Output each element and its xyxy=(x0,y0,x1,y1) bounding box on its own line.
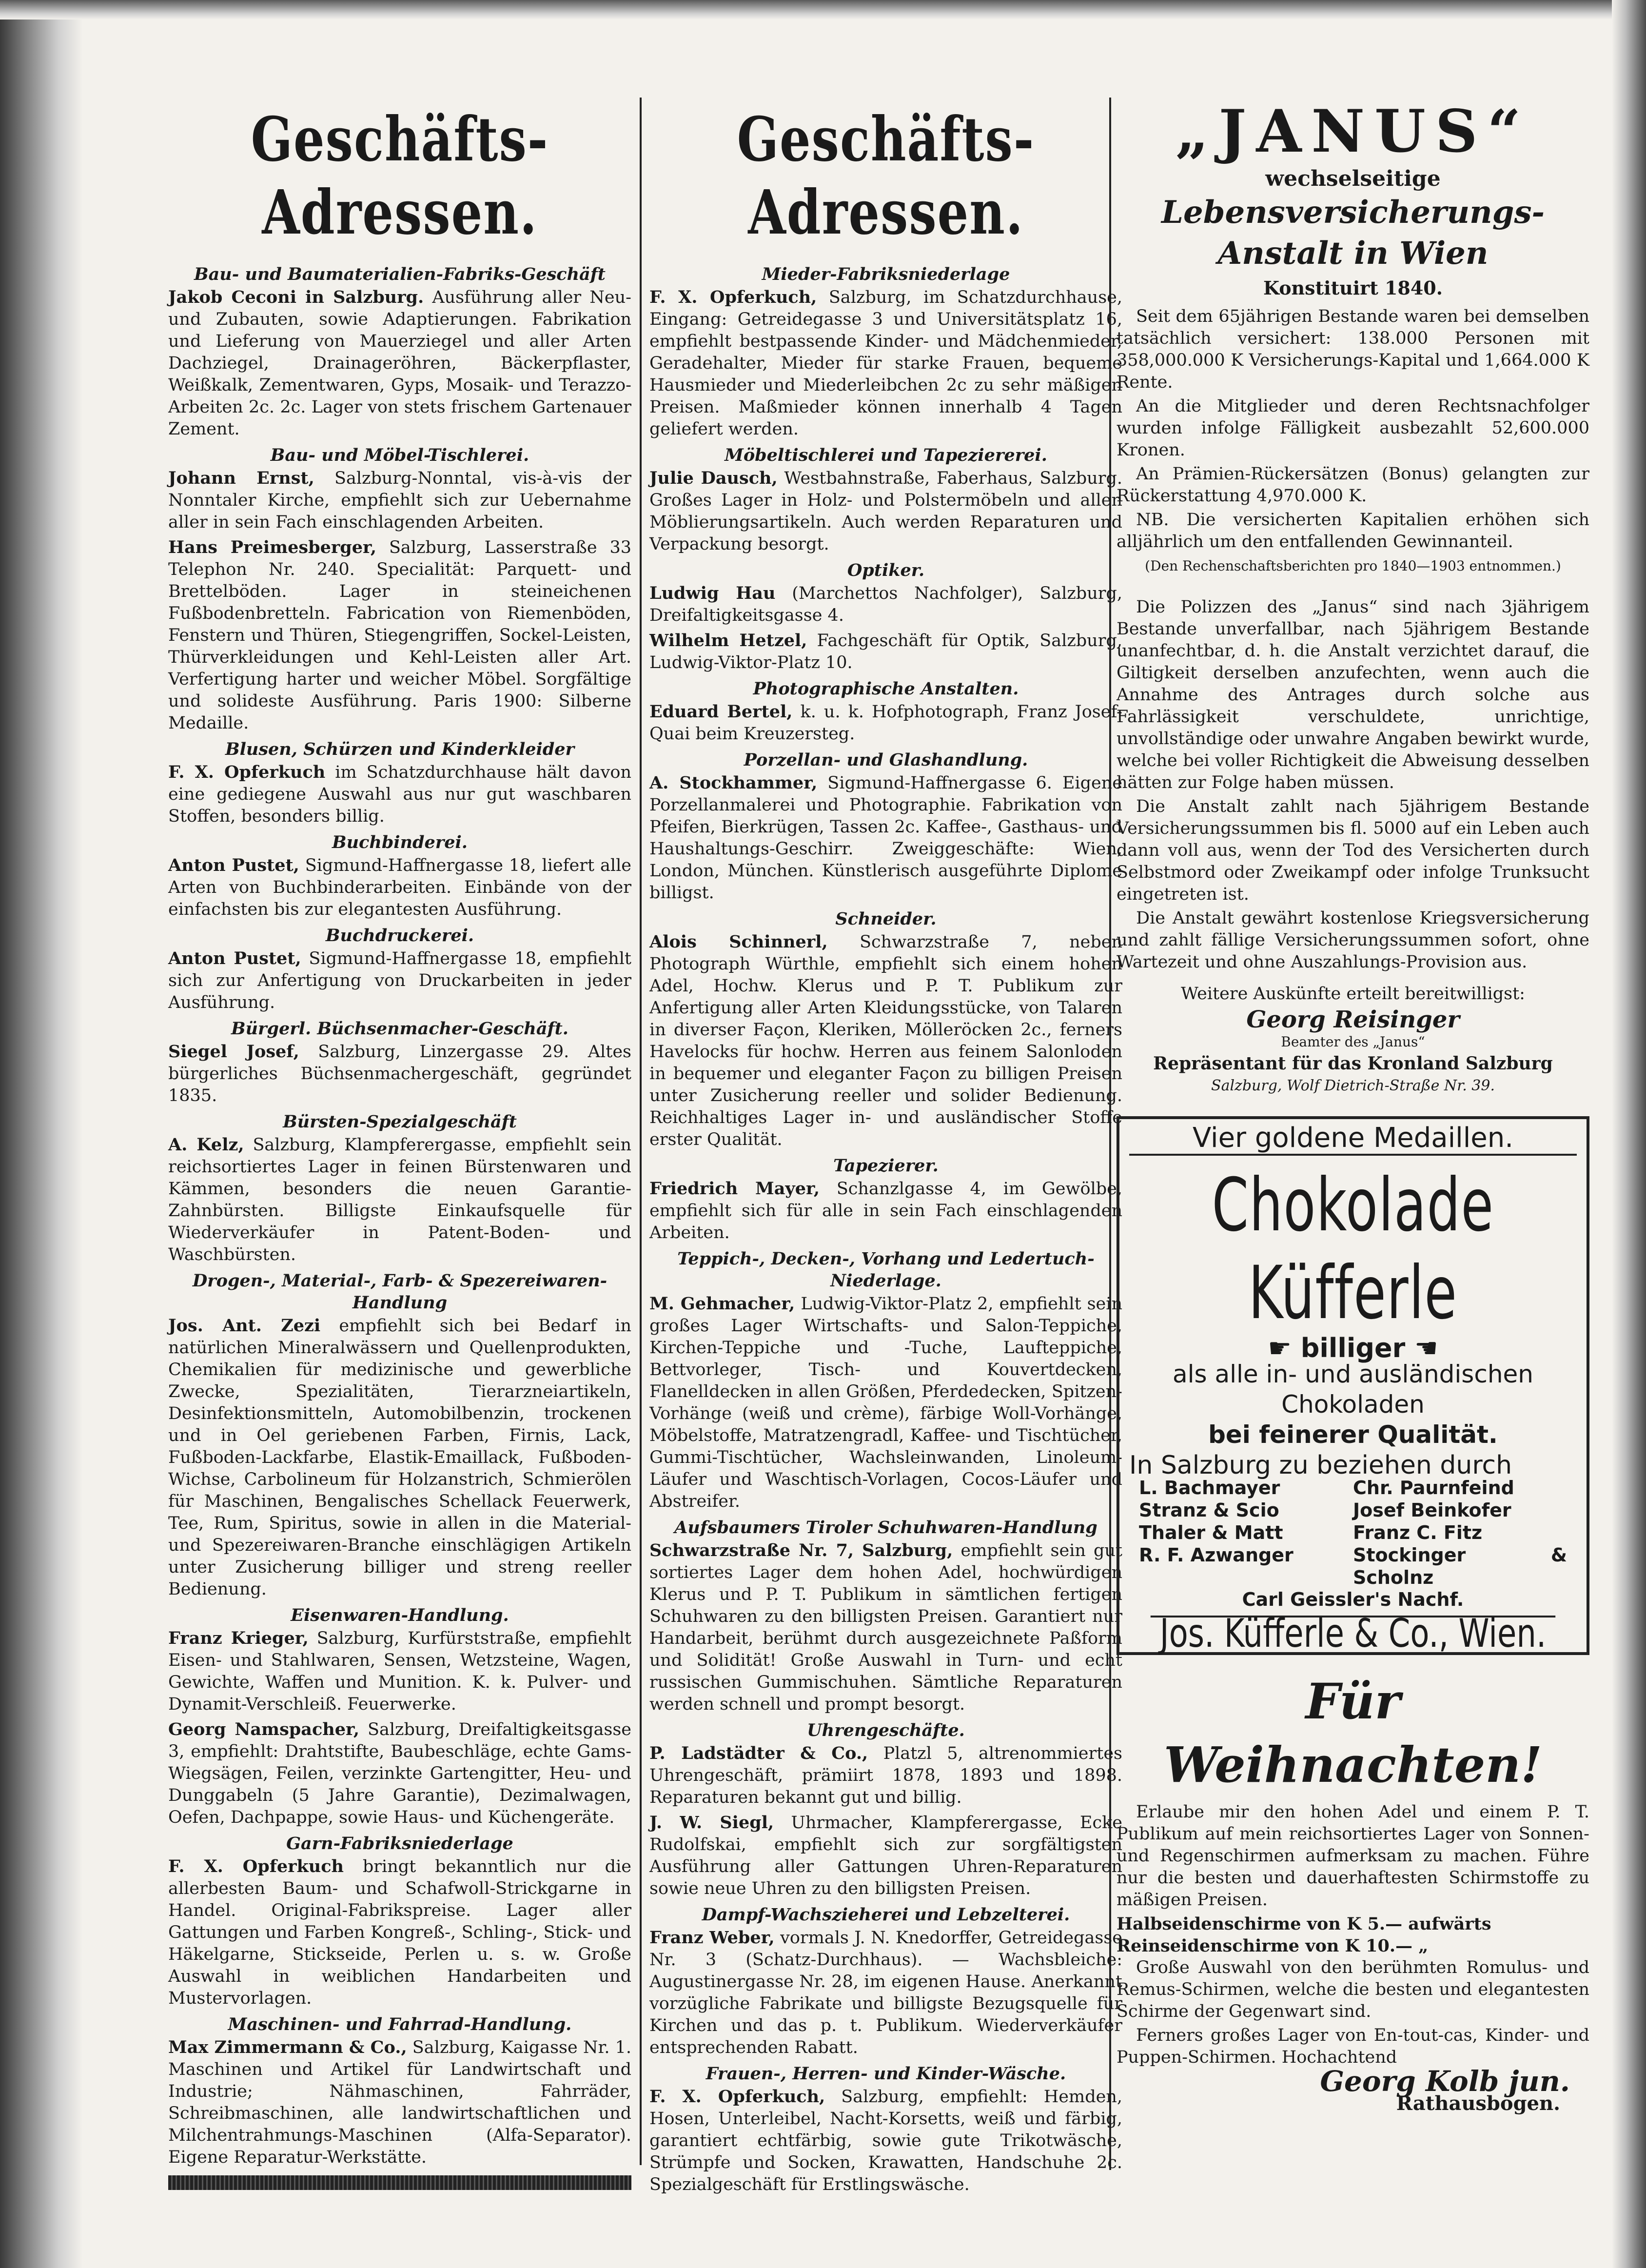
kufferle-line-2: bei feinerer Qualität. xyxy=(1208,1420,1498,1449)
business-entry xyxy=(649,2086,1122,2196)
janus-founded: Konstituirt 1840. xyxy=(1263,277,1443,299)
kolb-signature: Georg Kolb jun. xyxy=(1320,2065,1570,2098)
business-description: Sigmund-Haffnergasse 6. Eigene Porzellanmalerei und Photographie. Fabrikation von Pfeifen, Bierkrügen, Tassen 2c. Kaffee-, Gasthaus- und Haushaltungs-Geschirr. Zweiggeschäfte: Wien, London, München. Künstlerisch ausgeführte Diplome billigst. xyxy=(649,773,1122,903)
business-entry xyxy=(649,582,1122,627)
business-name: A. Kelz, xyxy=(168,1135,244,1155)
section-heading: Uhrengeschäfte. xyxy=(807,1720,965,1740)
kufferle-dealer: R. F. Azwanger xyxy=(1139,1544,1293,1566)
business-name: Alois Schinnerl, xyxy=(649,932,828,952)
business-description: Salzburg, Kurfürststraße, empfiehlt Eisen- und Stahlwaren, Sensen, Wetzsteine, Wagen, Gewichte, Waffen und Munition. K. k. Pulver- und Dynamit-Verschleiß. Feuerwerke. xyxy=(168,1629,631,1714)
business-description: (Marchettos Nachfolger), Salzburg, Dreifaltigkeitsgasse 4. xyxy=(649,584,1122,625)
section-heading: Mieder-Fabriksniederlage xyxy=(762,264,1010,284)
section-heading: Dampf-Wachszieherei und Lebzelterei. xyxy=(702,1905,1070,1925)
kufferle-dealer: L. Bachmayer xyxy=(1139,1477,1280,1499)
section-heading: Bau- und Möbel-Tischlerei. xyxy=(270,445,529,465)
janus-paragraph: NB. Die versicherten Kapitalien erhöhen sich alljährlich um den entfallenden Gewinnanteil. xyxy=(1117,510,1589,552)
column-2 xyxy=(649,98,1122,2194)
business-name: F. X. Opferkuch xyxy=(168,1856,344,1876)
business-description: Salzburg, Lasserstraße 33 Telephon Nr. 240. Specialität: Parquett- und Brettelböden. Lager in steineichenen Fußbodenbretteln. Fabrication von Riemenböden, Fenstern und Thüren, Stiegengriffen, Sockel-Leisten, Thürverkleidungen und Kehl-Leisten aller Art. Verfertigung harter und weicher Möbel. Sorgfältige und solideste Ausführung. Paris 1900: Silberne Medaille. xyxy=(168,538,631,733)
business-name: F. X. Opferkuch, xyxy=(649,287,817,307)
janus-paragraph: An Prämien-Rückersätzen (Bonus) gelangten zur Rückerstattung 4,970.000 K. xyxy=(1117,464,1589,506)
business-name: Franz Krieger, xyxy=(168,1628,309,1648)
business-entry xyxy=(649,701,1122,745)
section-heading: Photographische Anstalten. xyxy=(753,679,1019,699)
column-rule-1 xyxy=(640,98,642,2165)
business-name: Jakob Ceconi in Salzburg. xyxy=(168,287,424,307)
business-entry xyxy=(649,772,1122,904)
business-entry xyxy=(649,467,1122,555)
column-1-sections xyxy=(168,263,631,2169)
pointing-hand-right-icon: ☛ xyxy=(1268,1333,1301,1363)
kufferle-cheaper xyxy=(1129,1333,1577,1363)
business-description: Salzburg-Nonntal, vis-à-vis der Nonntaler Kirche, empfiehlt sich zur Uebernahme aller in sein Fach einschlagenden Arbeiten. xyxy=(168,469,631,532)
business-description: vormals J. N. Knedorffer, Getreidegasse Nr. 3 (Schatz-Durchhaus). — Wachsbleiche: Augustinergasse Nr. 28, im eigenen Hause. Anerkannt vorzügliche Fabrikate und billigste Bezugsquelle für Kirchen und das p. t. Publikum. Wiederverkäufer entsprechenden Rabatt. xyxy=(649,1928,1122,2057)
business-entry xyxy=(168,1718,631,1829)
business-name: J. W. Siegl, xyxy=(649,1813,774,1833)
business-description: Platzl 5, altrenommiertes Uhrengeschäft, prämiirt 1878, 1893 und 1898. Reparaturen bekannt gut und billig. xyxy=(649,1744,1122,1807)
kufferle-medals: Vier goldene Medaillen. xyxy=(1129,1127,1577,1156)
business-entry xyxy=(649,630,1122,674)
business-name: Hans Preimesberger, xyxy=(168,537,377,557)
business-entry xyxy=(649,1742,1122,1809)
kolb-advert xyxy=(1117,1670,1589,2114)
kufferle-where: In Salzburg zu beziehen durch xyxy=(1129,1451,1512,1480)
column-3 xyxy=(1117,98,1589,2180)
kolb-paragraph: Erlaube mir den hohen Adel und einem P. T. Publikum auf mein reichsortiertes Lager von Sonnen- und Regenschirmen aufmerksam zu machen. Führe nur die besten und dauerhaftesten Schirmstoffe zu mäßigen Preisen. xyxy=(1117,1802,1589,1910)
business-name: Anton Pustet, xyxy=(168,948,301,968)
janus-agent-role: Beamter des „Janus“ xyxy=(1281,1034,1425,1050)
janus-advert xyxy=(1117,98,1589,1097)
janus-paragraph: Die Anstalt gewährt kostenlose Kriegsversicherung und zahlt fällige Versicherungssummen sofort, ohne Wartezeit und ohne Auszahlungs-Provision aus. xyxy=(1117,908,1589,972)
business-description: k. u. k. Hofphotograph, Franz Josef-Quai beim Kreuzersteg. xyxy=(649,702,1122,744)
business-name: P. Ladstädter & Co., xyxy=(649,1743,868,1763)
janus-subtitle: wechselseitige xyxy=(1265,166,1441,191)
business-name: Schwarzstraße Nr. 7, Salzburg, xyxy=(649,1540,953,1560)
business-entry xyxy=(649,1178,1122,1244)
section-heading: Schneider. xyxy=(835,909,937,929)
scan-edge-right xyxy=(1612,0,1646,2268)
section-heading: Bürgerl. Büchsenmacher-Geschäft. xyxy=(231,1019,568,1039)
janus-paragraph: Seit dem 65jährigen Bestande waren bei demselben tatsächlich versichert: 138.000 Personen mit 358,000.000 K Versicherungs-Kapital und 1,664.000 K Rente. xyxy=(1117,307,1589,392)
business-entry xyxy=(649,1927,1122,2059)
section-heading: Maschinen- und Fahrrad-Handlung. xyxy=(228,2014,572,2034)
business-description: im Schatzdurchhause hält davon eine gediegene Auswahl aus nur gut waschbaren Stoffen, besonders billig. xyxy=(168,763,631,826)
section-heading: Möbeltischlerei und Tapeziererei. xyxy=(725,445,1047,465)
column-1 xyxy=(168,98,631,2180)
business-name: Julie Dausch, xyxy=(649,468,778,488)
business-description: Fachgeschäft für Optik, Salzburg, Ludwig-Viktor-Platz 10. xyxy=(649,631,1122,672)
business-description: Schanzlgasse 4, im Gewölbe, empfiehlt sich für alle in sein Fach einschlagenden Arbeiten. xyxy=(649,1179,1122,1242)
section-heading: Optiker. xyxy=(847,560,925,580)
business-entry xyxy=(168,1041,631,1107)
janus-paragraph: An die Mitglieder und deren Rechtsnachfolger wurden infolge Fälligkeit ausbezahlt 52,600.000 Kronen. xyxy=(1117,396,1589,460)
business-entry xyxy=(649,931,1122,1151)
business-entry xyxy=(649,1293,1122,1513)
business-name: Max Zimmermann & Co., xyxy=(168,2037,407,2057)
business-name: Anton Pustet, xyxy=(168,855,299,875)
kolb-paragraph: Große Auswahl von den berühmten Romulus- und Remus-Schirmen, welche die besten und elegantesten Schirme der Gegenwart sind. xyxy=(1117,1958,1589,2021)
scan-edge-left xyxy=(0,0,83,2268)
business-name: Georg Namspacher, xyxy=(168,1719,360,1739)
kolb-price-line: Reinseidenschirme von K 10.— „ xyxy=(1117,1936,1429,1956)
business-description: empfiehlt sich bei Bedarf in natürlichen Mineralwässern und Quellenprodukten, Chemikalien für medizinische und gewerbliche Zwecke, Spezialitäten, Tierarzneiartikeln, Desinfektionsmitteln, Automobilbenzin, trockenen und in Oel geriebenen Farben, Firnis, Lack, Fußboden-Lackfarbe, Elastik-Emaillack, Fußboden-Wichse, Carbolineum für Holzanstrich, Schmierölen für Maschinen, Bengalisches Schellack Feuerwerk, Tee, Rum, Spiritus, sowie in allen in die Material- und Spezereiwaren-Branche einschlägigen Artikeln unter Zusicherung billiger und streng reeller Bedienung. xyxy=(168,1316,632,1599)
business-name: Jos. Ant. Zezi xyxy=(168,1316,321,1336)
business-entry xyxy=(168,1134,631,1266)
business-name: F. X. Opferkuch, xyxy=(649,2087,825,2107)
kufferle-dealer: Stranz & Scio xyxy=(1139,1499,1279,1521)
column-1-title: Geschäfts-Adressen. xyxy=(251,103,549,248)
business-description: bringt bekanntlich nur die allerbesten Baum- und Schafwoll-Strickgarne in Handel. Original-Fabrikspreise. Lager aller Gattungen und Farben Kongreß-, Schling-, Stick- und Häkelgarne, Stickseide, Perlen u. s. w. Große Auswahl in weiblichen Handarbeiten und Mustervorlagen. xyxy=(168,1857,631,2008)
business-entry xyxy=(168,1855,631,2010)
business-entry xyxy=(168,467,631,533)
janus-agent-rep: Repräsentant für das Kronland Salzburg xyxy=(1153,1053,1553,1074)
business-entry xyxy=(649,1539,1122,1716)
section-heading: Drogen-, Material-, Farb- & Spezereiwaren-Handlung xyxy=(192,1271,607,1313)
section-heading: Blusen, Schürzen und Kinderkleider xyxy=(225,739,574,759)
pointing-hand-left-icon: ☚ xyxy=(1405,1333,1438,1363)
business-name: Eduard Bertel, xyxy=(649,702,793,722)
business-description: Sigmund-Haffnergasse 18, liefert alle Arten von Buchbinderarbeiten. Einbände von der einfachsten bis zur elegantesten Ausführung. xyxy=(168,856,631,919)
janus-contact-intro: Weitere Auskünfte erteilt bereitwilligst: xyxy=(1181,984,1525,1004)
business-description: Salzburg, empfiehlt: Hemden, Hosen, Unterleibel, Nacht-Korsetts, weiß und färbig, garantiert echtfärbig, sowie gute Trikotwäsche, Strümpfe und Socken, Krawatten, Handschuhe 2c. Spezialgeschäft für Erstlingswäsche. xyxy=(649,2087,1122,2194)
business-name: Siegel Josef, xyxy=(168,1042,299,1062)
business-description: empfiehlt sein gut sortiertes Lager dem hohen Adel, hochwürdigen Klerus und P. T. Publikum in sämtlichen fertigen Schuhwaren zu den billigsten Preisen. Garantiert nur Handarbeit, berühmt durch ausgezeichnete Paßform und Solidität! Große Auswahl in Turn- und echt russischen Gummischuhen. Sämtliche Reparaturen werden schnell und prompt besorgt. xyxy=(649,1541,1122,1714)
business-entry xyxy=(168,286,631,440)
section-heading: Tapezierer. xyxy=(833,1156,939,1176)
column-1-bottom-bar xyxy=(168,2175,631,2190)
section-heading: Eisenwaren-Handlung. xyxy=(291,1605,509,1625)
business-name: A. Stockhammer, xyxy=(649,773,818,793)
janus-agent-address: Salzburg, Wolf Dietrich-Straße Nr. 39. xyxy=(1211,1077,1495,1094)
business-description: Salzburg, Dreifaltigkeitsgasse 3, empfiehlt: Drahtstifte, Baubeschläge, echte Gams-Wiegsägen, Feilen, verzinkte Gartengitter, Heu- und Dunggabeln (5 Jahre Garantie), Dezimalwagen, Oefen, Dachpappe, sowie Haus- und Küchengeräte. xyxy=(168,1720,631,1827)
section-heading: Frauen-, Herren- und Kinder-Wäsche. xyxy=(705,2064,1066,2084)
business-description: Salzburg, Kaigasse Nr. 1. Maschinen und Artikel für Landwirtschaft und Industrie; Nähmaschinen, Fahrräder, Schreibmaschinen, alle landwirtschaftlichen und Milchentrahmungs-Maschinen (Alfa-Separator). Eigene Reparatur-Werkstätte. xyxy=(168,2038,631,2167)
kufferle-dealer: Stockinger & Scholnz xyxy=(1353,1544,1567,1588)
section-heading: Buchbinderei. xyxy=(332,832,468,852)
section-heading: Teppich-, Decken-, Vorhang und Ledertuch-Niederlage. xyxy=(677,1249,1095,1291)
section-heading: Porzellan- und Glashandlung. xyxy=(744,750,1028,770)
business-description: Salzburg, Klampferergasse, empfiehlt sein reichsortiertes Lager in feinen Bürstenwaren und Kämmen, besonders die neuen Garantie-Zahnbürsten. Billigste Einkaufsquelle für Wiederverkäufer in Patent-Boden- und Waschbürsten. xyxy=(168,1135,631,1264)
business-description: Sigmund-Haffnergasse 18, empfiehlt sich zur Anfertigung von Druckarbeiten in jeder Ausführung. xyxy=(168,949,631,1012)
column-2-sections xyxy=(649,263,1122,2196)
kufferle-brand: Chokolade Küfferle xyxy=(1212,1163,1494,1336)
section-heading: Bau- und Baumaterialien-Fabriks-Geschäft xyxy=(194,264,606,284)
business-name: M. Gehmacher, xyxy=(649,1294,795,1314)
business-name: Ludwig Hau xyxy=(649,583,776,603)
kufferle-line-1: als alle in- und ausländischen Chokoladen xyxy=(1173,1360,1533,1419)
kufferle-dealer: Franz C. Fitz xyxy=(1353,1522,1483,1543)
business-entry xyxy=(168,2036,631,2169)
business-entry xyxy=(168,761,631,828)
kufferle-dealer-last: Carl Geissler's Nachf. xyxy=(1242,1589,1464,1610)
kufferle-dealer: Josef Beinkofer xyxy=(1353,1499,1511,1521)
janus-source-note: (Den Rechenschaftsberichten pro 1840—1903 entnommen.) xyxy=(1145,558,1561,574)
kufferle-firm: Jos. Küfferle & Co., Wien. xyxy=(1151,1616,1555,1644)
janus-agent-name: Georg Reisinger xyxy=(1246,1006,1460,1033)
business-name: Franz Weber, xyxy=(649,1928,775,1948)
business-name: F. X. Opferkuch xyxy=(168,762,326,782)
section-heading: Aufsbaumers Tiroler Schuhwaren-Handlung xyxy=(674,1518,1097,1538)
section-heading: Bürsten-Spezialgeschäft xyxy=(283,1112,517,1132)
business-name: Johann Ernst, xyxy=(168,468,314,488)
kolb-title: Für Weihnachten! xyxy=(1164,1673,1542,1794)
business-description: Westbahnstraße, Faberhaus, Salzburg. Großes Lager in Holz- und Polstermöbeln und allen Möblierungsartikeln. Auch werden Reparaturen und Verpackung besorgt. xyxy=(649,469,1122,554)
janus-paragraph: Die Anstalt zahlt nach 5jährigem Bestande Versicherungssummen bis fl. 5000 auf ein Leben auch dann voll aus, wenn der Tod des Versicherten durch Selbstmord oder Zweikampf oder infolge Trunksucht eingetreten ist. xyxy=(1117,797,1589,904)
business-entry xyxy=(168,854,631,921)
business-description: Salzburg, im Schatzdurchhause, Eingang: Getreidegasse 3 und Universitätsplatz 16, empfiehlt bestpassende Kinder- und Mädchenmieder, Geradehalter, Mieder für starke Frauen, bequeme Hausmieder und Miederleibchen 2c zu sehr mäßigen Preisen. Maßmieder können innerhalb 4 Tagen geliefert werden. xyxy=(649,288,1122,439)
kufferle-dealer: Chr. Paurnfeind xyxy=(1353,1477,1514,1499)
business-entry xyxy=(168,536,631,734)
business-entry xyxy=(168,1315,631,1600)
business-entry xyxy=(168,947,631,1014)
business-description: Salzburg, Linzergasse 29. Altes bürgerliches Büchsenmachergeschäft, gegründet 1835. xyxy=(168,1042,631,1105)
kufferle-dealer: Thaler & Matt xyxy=(1139,1522,1283,1543)
janus-title: „JANUS“ xyxy=(1175,97,1531,166)
kufferle-advert xyxy=(1117,1116,1589,1655)
janus-paragraph: Die Polizzen des „Janus“ sind nach 3jährigem Bestande unverfallbar, nach 5jährigem Bestande unanfechtbar, d. h. die Anstalt verzichtet darauf, die Giltigkeit derselben anzufechten, wenn auch die Annahme des Antrages durch solche aus Fahrlässigkeit verschuldete, unrichtige, unvollständige oder unwahre Angaben bewirkt wurde, welche bei voller Richtigkeit die Abweisung desselben hätten zur Folge haben müssen. xyxy=(1117,597,1589,792)
business-name: Friedrich Mayer, xyxy=(649,1179,820,1199)
business-description: Schwarzstraße 7, neben Photograph Würthle, empfiehlt sich einem hohen Adel, Hochw. Klerus und P. T. Publikum zur Anfertigung aller Arten Kleidungsstücke, von Talaren in diverser Façon, Kleriken, Mölleröcken 2c., ferners Havelocks für hochw. Herren aus feinem Salonloden in bequemer und eleganter Façon zu billigen Preisen unter Zusicherung reeller und solider Bedienung. Reichhaltiges Lager in- und ausländischer Stoffe erster Qualität. xyxy=(649,932,1122,1149)
kufferle-cheaper-text: billiger xyxy=(1300,1333,1406,1363)
kolb-paragraph: Ferners großes Lager von En-tout-cas, Kinder- und Puppen-Schirmen. Hochachtend xyxy=(1117,2026,1589,2067)
section-heading: Buchdruckerei. xyxy=(325,926,474,946)
column-2-title: Geschäfts-Adressen. xyxy=(737,103,1035,248)
janus-headline: Lebensversicherungs-Anstalt in Wien xyxy=(1161,194,1545,272)
business-description: Ludwig-Viktor-Platz 2, empfiehlt sein großes Lager Wirtschafts- und Salon-Teppiche, Kirchen-Teppiche und -Tuche, Laufteppiche, Bettvorleger, Tisch- und Kouvertdecken, Flanelldecken in allen Größen, Pferdedecken, Spitzen-Vorhänge (weiß und crème), färbige Woll-Vorhänge, Möbelstoffe, Matratzengradl, Kaffee- und Tischtücher, Gummi-Tischtücher, Wachsleinwanden, Linoleum-Läufer und Waschtisch-Vorlagen, Cocos-Läufer und Abstreifer. xyxy=(649,1294,1122,1511)
business-description: Uhrmacher, Klampferergasse, Ecke Rudolfskai, empfiehlt sich zur sorgfältigsten Ausführung aller Gattungen Uhren-Reparaturen sowie neue Uhren zu den billigsten Preisen. xyxy=(649,1813,1122,1898)
business-name: Wilhelm Hetzel, xyxy=(649,631,807,651)
business-entry xyxy=(649,1812,1122,1900)
business-entry xyxy=(649,286,1122,440)
section-heading: Garn-Fabriksniederlage xyxy=(286,1834,513,1854)
scan-edge-top xyxy=(0,0,1646,20)
kufferle-dealer-grid xyxy=(1129,1477,1577,1589)
kolb-price-line: Halbseidenschirme von K 5.— aufwärts xyxy=(1117,1914,1491,1934)
kolb-address: Rathausbogen. xyxy=(1396,2092,1560,2115)
business-entry xyxy=(168,1627,631,1716)
business-description: Ausführung aller Neu- und Zubauten, sowie Adaptierungen. Fabrikation und Lieferung von Mauerziegel und aller Arten Dachziegel, Drainageröhren, Bäckerpflaster, Weißkalk, Zementwaren, Gyps, Mosaik- und Terazzo-Arbeiten 2c. 2c. Lager von stets frischem Gartenauer Zement. xyxy=(168,288,631,439)
